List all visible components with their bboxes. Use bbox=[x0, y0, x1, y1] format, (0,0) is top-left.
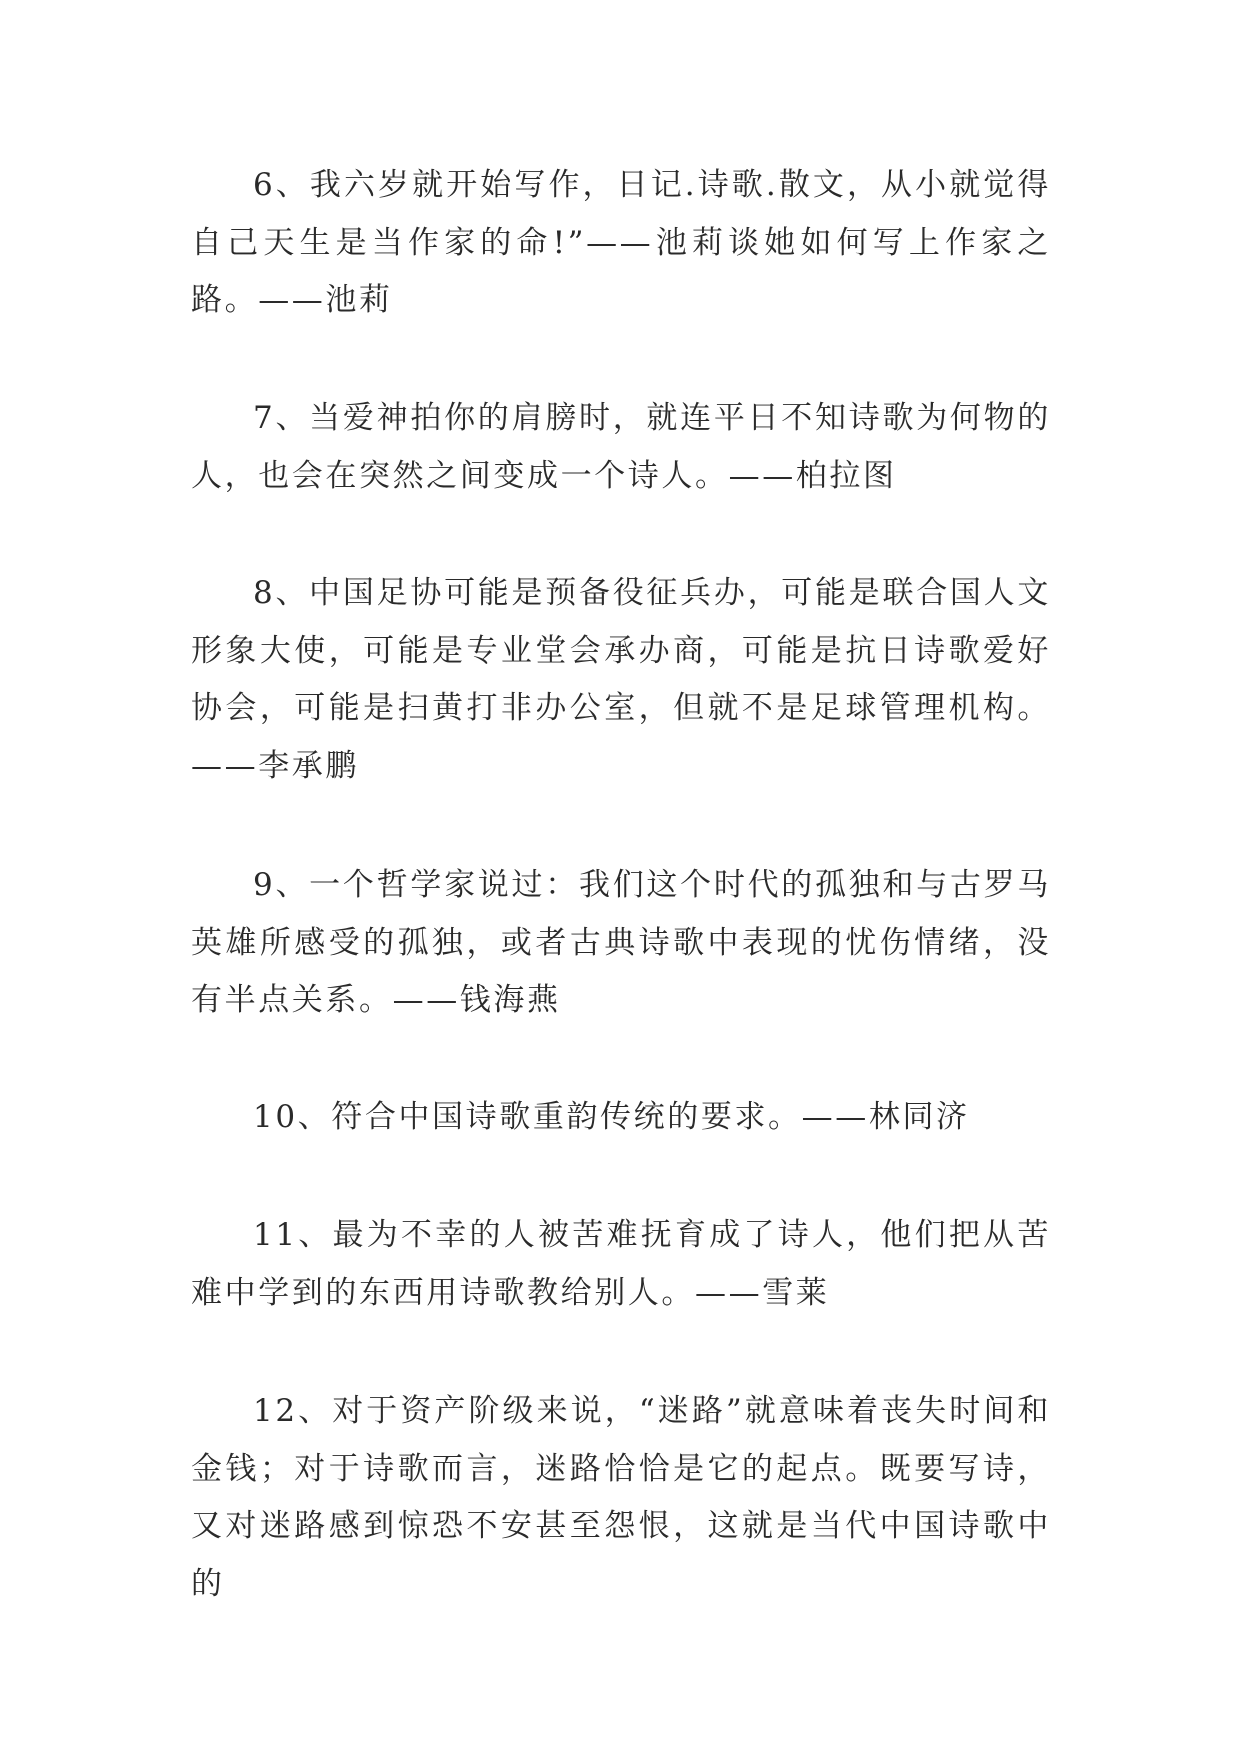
quote-paragraph bbox=[191, 1089, 1051, 1147]
quote-text: 符合中国诗歌重韵传统的要求。——林同济 bbox=[331, 1099, 970, 1135]
quote-text: 我六岁就开始写作，日记.诗歌.散文，从小就觉得自己天生是当作家的命!”——池莉谈她如何写上作家之路。——池莉 bbox=[191, 167, 1051, 318]
quote-paragraph bbox=[191, 157, 1051, 330]
quote-number: 7、 bbox=[253, 400, 310, 436]
quote-text: 当爱神拍你的肩膀时，就连平日不知诗歌为何物的人，也会在突然之间变成一个诗人。——柏拉图 bbox=[191, 400, 1051, 494]
quote-paragraph bbox=[191, 857, 1051, 1030]
quote-number: 8、 bbox=[253, 575, 310, 611]
quote-paragraph bbox=[191, 1207, 1051, 1322]
quote-paragraph bbox=[191, 565, 1051, 795]
quote-text: 一个哲学家说过：我们这个时代的孤独和与古罗马英雄所感受的孤独，或者古典诗歌中表现的忧伤情绪，没有半点关系。——钱海燕 bbox=[191, 867, 1051, 1018]
quote-number: 11、 bbox=[253, 1217, 333, 1253]
quote-number: 9、 bbox=[253, 867, 310, 903]
quote-paragraph bbox=[191, 390, 1051, 505]
quote-text: 对于资产阶级来说，“迷路”就意味着丧失时间和金钱；对于诗歌而言，迷路恰恰是它的起点。既要写诗，又对迷路感到惊恐不安甚至怨恨，这就是当代中国诗歌中的 bbox=[191, 1393, 1051, 1602]
quote-number: 12、 bbox=[253, 1393, 333, 1429]
quote-text: 最为不幸的人被苦难抚育成了诗人，他们把从苦难中学到的东西用诗歌教给别人。——雪莱 bbox=[191, 1217, 1051, 1311]
quote-text: 中国足协可能是预备役征兵办，可能是联合国人文形象大使，可能是专业堂会承办商，可能是抗日诗歌爱好协会，可能是扫黄打非办公室，但就不是足球管理机构。——李承鹏 bbox=[191, 575, 1051, 784]
quote-number: 10、 bbox=[253, 1099, 332, 1135]
quote-paragraph bbox=[191, 1383, 1051, 1613]
quote-number: 6、 bbox=[253, 167, 310, 203]
